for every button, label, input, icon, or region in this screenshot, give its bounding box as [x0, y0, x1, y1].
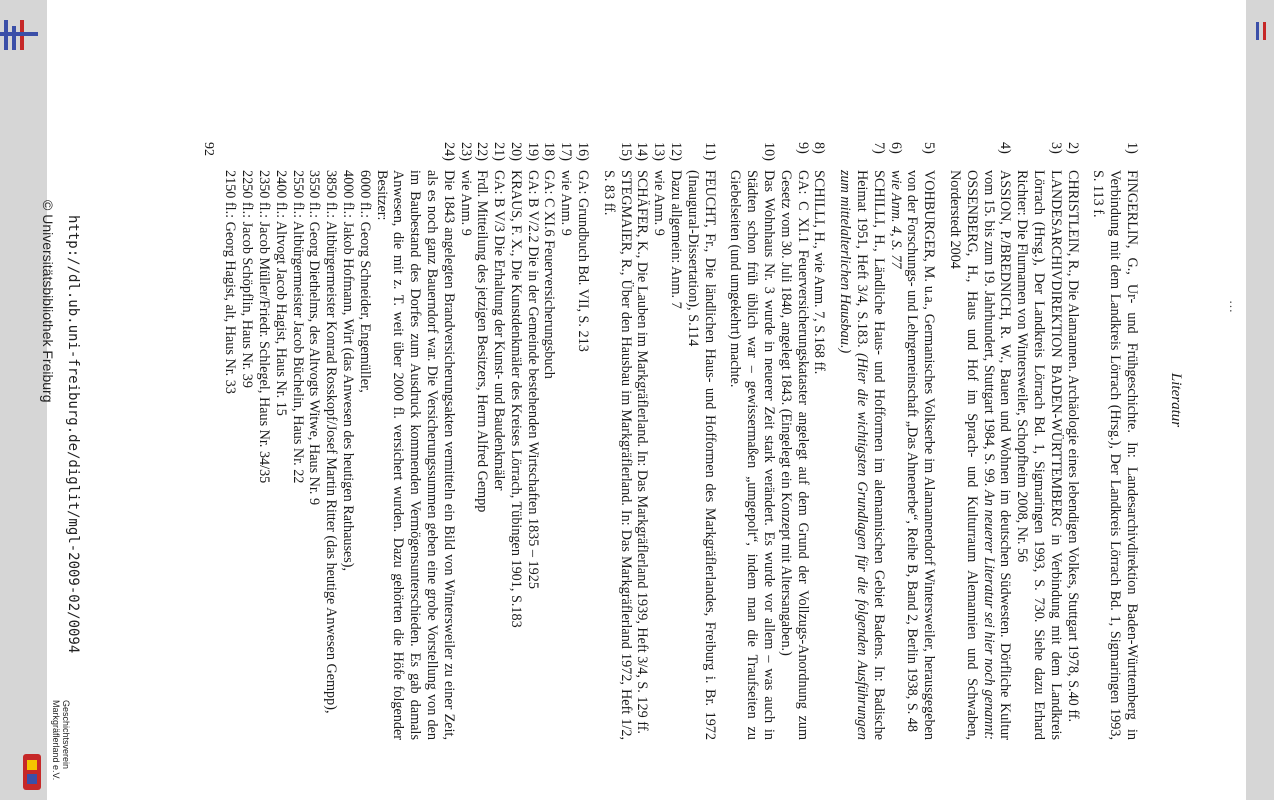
reference-item: 7) SCHILLI, H., Ländliche Haus- und Hofformen im alemannischen Gebiet Badens. In: Badische Heimat 1951, Heft 3/4, S.183. (Hier die wichtigsten Grundlagen für die folgenden Ausführungen zum mittelalterlichen Hausbau.): [837, 142, 887, 740]
reference-item: 23) wie Anm. 9: [457, 142, 474, 236]
owner-line: 2400 fl.: Altvogt Jacob Hagist, Haus Nr. 15: [272, 170, 289, 416]
reference-item: 8) SCHILLI, H., wie Anm. 7, S.168 ff.: [811, 142, 828, 375]
reference-item: 12) Dazu allgemein: Anm. 7: [668, 142, 685, 309]
rotated-page-content: [40, 0, 1246, 800]
reference-item: 2) CHRISTLEIN, R., Die Alamannen. Archäologie eines lebendigen Volkes, Stuttgart 1978, S.40 ff.: [1064, 142, 1081, 723]
running-head: Literatur: [1168, 372, 1184, 428]
owner-line: 2550 fl.: Altbürgermeister Jacob Büchelin, Haus Nr. 22: [289, 170, 306, 484]
verein-crest-icon: [22, 752, 42, 792]
copyright-notice: © Universitätsbibliothek Freiburg: [40, 200, 56, 403]
reference-item: 17) wie Anm. 9: [558, 142, 575, 236]
ub-logo-icon: [0, 18, 40, 52]
owners-list: [222, 142, 373, 740]
page-number: 92: [201, 142, 216, 156]
reference-item: 22) Frdl. Mitteilung des jetzigen Besitzers, Herrn Alfred Gempp: [474, 142, 491, 513]
verein-label: Geschichtsverein Markgräflerland e.V.: [51, 700, 71, 781]
reference-item: 14) SCHÄFER, K., Die Lauben im Markgräflerland. In: Das Markgräflerland 1939, Heft 3/4, S. 129 ff.: [634, 142, 651, 734]
owner-line: 2150 fl.: Georg Hagist, alt, Haus Nr. 33: [222, 170, 239, 394]
reference-item: 16) GA: Grundbuch Bd. VII, S. 213: [575, 142, 592, 352]
reference-item: 9) GA: C XI.1 Feuerversicherungskataster angelegt auf dem Grund der Vollzugs-Anordnung zum Gesetz vom 30. Juli 1840, angelegt 1843. (Eingelegt ein Konzept mit Altersangaben.): [777, 142, 811, 740]
reference-item: 3) LANDESARCHIVDIREKTION BADEN-WÜRTTEMBERG in Verbindung mit dem Landkreis Lörrach (Hrsg.), Der Landkreis Lörrach Bd. 1, Sigmaringen 1993, S. 730. Siehe dazu Erhard Richter: Die Flurnamen von Wintersweiler, Schopfheim 2008, Nr. 56: [1014, 142, 1064, 740]
reference-item: 10) Das Wohnhaus Nr. 3 wurde in neuerer Zeit stark verändert. Es wurde vor allem – was auch in Städten schon früh üblich war – gewissermaßen „umgepolt“, indem man die Traufseiten zu Giebelseiten (und umgekehrt) machte.: [727, 142, 778, 740]
ub-logo-fragment-icon: [1254, 20, 1270, 42]
reference-item: 1) FINGERLIN, G., Ur- und Frühgeschichte. In: Landesarchivdirektion Baden-Württemberg in Verbindung mit dem Landkreis Lörrach (Hrsg.), Der Landkreis Lörrach Bd. 1, Sigmaringen 1993, S. 113 f.: [1090, 142, 1140, 740]
owner-line: 4000 fl.: Jakob Hofmann, Wirt (das Anwesen des heutigen Rathauses),: [339, 170, 356, 572]
reference-item: 13) wie Anm. 9: [651, 142, 668, 236]
reference-item: 4) ASSION, P./BREDNICH, R. W., Bauen und Wohnen im deutschen Südwesten. Dörfliche Kultur vom 15. bis zum 19. Jahrhundert, Stuttgart 1984, S. 99. An neuerer Literatur sei hier noch genannt: OSSENBERG, H., Haus und Hof im Sprach- und Kulturraum Alemannien und Schwaben, Norderstedt 2004: [947, 142, 1014, 740]
reference-item: 19) GA: B V/2.2 Die in der Gemeinde bestehenden Wirtschaften 1835 – 1925: [524, 142, 541, 589]
owner-line: 2250 fl.: Jacob Schöpflin, Haus Nr. 39: [239, 170, 256, 388]
reference-item: 11) FEUCHT, Fr., Die ländlichen Haus- und Hofformen des Markgräflerlandes, Freiburg i. Br. 1972 (Inaugural-Dissertation), S.114: [684, 142, 718, 740]
references-list: [222, 142, 1140, 740]
reference-item: 5) VOHBURGER, M. u.a., Germanisches Volkserbe im Alamannendorf Wintersweiler, herausgegeben von der Forschungs- und Lehrgemeinschaft „Das Ahnenerbe“, Reihe B, Band 2, Berlin 1938, S. 48: [904, 142, 938, 740]
owner-line: 2350 fl.: Jacob Müller/Friedr. Schlegel, Haus Nr. 34/35: [255, 170, 272, 484]
right-viewer-bar: [1246, 0, 1274, 800]
reference-item: 24) Die 1843 angelegten Brandversicherungsakten vermitteln ein Bild von Wintersweiler zu einer Zeit, als es noch ganz Bauerndorf war. Die Versicherungssummen geben eine grobe Vorstellung von den im Baubestand des Dorfes zum Ausdruck kommenden Vermögensunterschieden. Es gab damals Anwesen, die mit z. T. weit über 2000 fl. versichert wurden. Dazu gehörten die Höfe folgender Besitzer:: [373, 142, 457, 740]
owner-line: 6000 fl.: Georg Schneider, Engemüller,: [356, 170, 373, 393]
owner-line: 3550 fl.: Georg Diethelms, des Altvogts Witwe, Haus Nr. 9: [306, 170, 323, 506]
owner-line: 3850 fl.: Altbürgermeister Konrad Rosskopf/Josef Martin Ritter (das heutige Anwesen Gempp),: [323, 170, 340, 714]
cut-header-text: …: [1227, 300, 1242, 313]
reference-item: 6) wie Anm. 4, S. 77: [887, 142, 904, 269]
reference-item: 15) STEGMAIER, R., Über den Hausbau im Markgräflerland. In: Das Markgräflerland 1972, Heft 1/2, S. 83 ff.: [600, 142, 634, 740]
reference-item: 21) GA: B V/3 Die Erhaltung der Kunst- und Baudenkmäler: [491, 142, 508, 491]
reference-item: 20) KRAUS, F. X., Die Kunstdenkmäler des Kreises Lörrach, Tübingen 1901, S.183: [507, 142, 524, 628]
permalink-url[interactable]: http://dl.ub.uni-freiburg.de/diglit/mgl-2009-02/0094: [65, 215, 81, 654]
reference-item: 18) GA: C XI.6 Feuerversicherungsbuch: [541, 142, 558, 379]
document-page[interactable]: [40, 0, 1246, 800]
